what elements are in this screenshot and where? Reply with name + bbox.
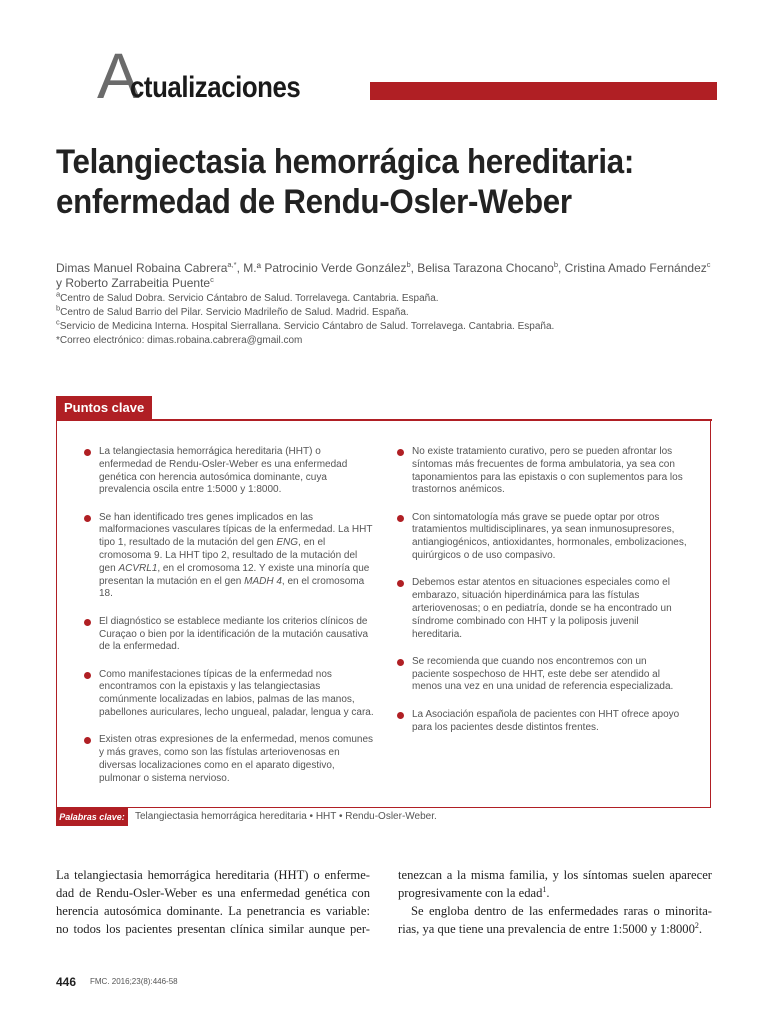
author-sup: b: [553, 260, 559, 269]
key-point-text: Con sintomatología más grave se puede optar por otros tratamientos multidisciplinares, ya sean inmunosupresores, antiangiogénicos, antioxidantes, hormonales, embolizaciones, quirúrgicos o de uso compasivo.: [412, 511, 687, 562]
author-sup: a,*: [227, 260, 237, 269]
bullet-icon: [397, 712, 404, 719]
key-point-text: Existen otras expresiones de la enfermedad, menos comunes y más graves, como son las fístulas arteriovenosas en diversas localizaciones como en el aparato digestivo, pulmonar o sistema nervioso.: [99, 734, 374, 784]
journal-reference: FMC. 2016;23(8):446-58: [90, 977, 178, 986]
article-title: [56, 142, 716, 222]
affiliation: [56, 303, 716, 320]
affiliation-text: Centro de Salud Dobra. Servicio Cántabro de Salud. Torrelavega. Cantabria. España.: [60, 293, 439, 304]
bullet-icon: [84, 672, 91, 679]
bullet-icon: [84, 619, 91, 626]
body-column-right: [398, 866, 712, 938]
gene-name: ACVRL1: [118, 562, 158, 574]
key-point-text: Como manifestaciones típicas de la enfermedad nos encontramos con la epistaxis y las telangiectasias comúnmente localizadas en labios, palmas de las manos, pabellones auriculares, lecho ungueal, paladar, lengua y cara.: [99, 668, 374, 719]
section-label: ctualizaciones: [130, 71, 301, 104]
bullet-icon: [397, 515, 404, 522]
gene-name: MADH 4: [244, 575, 282, 587]
key-point: [397, 709, 687, 735]
key-point: [84, 616, 374, 654]
keywords-label: Palabras clave:: [56, 808, 128, 826]
author-sup: c: [706, 260, 711, 269]
key-point-text: Se han identificado tres genes implicados en las malformaciones vasculares típicas de la enfermedad. La HHT tipo 1, resultado de la mutación del gen: [99, 511, 373, 549]
key-points-right-column: [397, 446, 687, 749]
key-point: [84, 512, 374, 602]
key-point-text: , en el cromosoma 18.: [99, 575, 365, 600]
author: , M.ª Patrocinio Verde González: [236, 261, 407, 275]
bullet-icon: [84, 737, 91, 744]
body-line: Se engloba dentro de las enfermedades raras o minorita-: [411, 904, 712, 918]
key-point-text: , en el cromosoma 9. La HHT tipo 2, resultado de la mutación del gen: [99, 537, 358, 574]
key-point-text: La Asociación española de pacientes con HHT ofrece apoyo para los pacientes desde distintos frentes.: [412, 708, 680, 733]
section-initial: A: [97, 40, 138, 112]
keywords-text: Telangiectasia hemorrágica hereditaria • HHT • Rendu-Osler-Weber.: [135, 811, 437, 822]
body-line: dad de Rendu-Osler-Weber es una enfermedad genética con: [56, 886, 370, 900]
key-point-text: , en el cromosoma 12. Y existe una minoría que presentan la mutación en el gen: [99, 562, 370, 587]
key-point-text: Debemos estar atentos en situaciones especiales como el embarazo, situación hiperdinámica para las fístulas arteriovenosas; o en pediatría, donde se ha encontrado un síndrome combinado con HHT y la poliposis juvenil hereditaria.: [412, 577, 672, 640]
gene-name: ENG: [276, 537, 299, 549]
key-point-text: Se recomienda que cuando nos encontremos con un paciente sospechoso de HHT, este debe ser atendido al menos una vez en una unidad de referencia especializada.: [412, 655, 674, 693]
body-line: [398, 920, 712, 938]
bullet-icon: [397, 580, 404, 587]
key-points-heading: Puntos clave: [56, 396, 152, 420]
title-line-2: enfermedad de Rendu-Osler-Weber: [56, 183, 572, 221]
body-text: .: [546, 886, 550, 900]
body-line: herencia autosómica dominante. La penetrancia es variable:: [56, 904, 370, 918]
citation-ref[interactable]: 2: [694, 920, 699, 930]
section-bar: [370, 82, 717, 100]
body-column-left: [56, 866, 370, 938]
citation-ref[interactable]: 1: [542, 884, 547, 894]
title-line-1: Telangiectasia hemorrágica hereditaria:: [56, 143, 635, 181]
email-text: *Correo electrónico: dimas.robaina.cabrera@gmail.com: [56, 335, 303, 346]
bullet-icon: [397, 659, 404, 666]
author-list: [56, 261, 716, 291]
affiliation: [56, 289, 716, 306]
affiliation-sup: a: [56, 289, 61, 299]
bullet-icon: [84, 515, 91, 522]
body-line: [398, 884, 712, 902]
key-point-text: El diagnóstico se establece mediante los criterios clínicos de Curaçao o bien por la identificación de la mutación causativa de la enfermedad.: [99, 615, 369, 653]
author-sup: b: [406, 260, 411, 269]
key-point: [84, 669, 374, 720]
author: y Roberto Zarrabeitia Puente: [56, 276, 211, 290]
affiliations: [56, 289, 716, 348]
author: Dimas Manuel Robaina Cabrera: [56, 261, 228, 275]
key-point-text: No existe tratamiento curativo, pero se pueden afrontar los síntomas más frecuentes de forma ambulatoria, ya sea con taponamientos para las epistaxis o con suplementos para los trastornos anémicos.: [412, 446, 683, 496]
key-point: [84, 734, 374, 785]
key-point: [397, 656, 687, 694]
key-point: [84, 446, 374, 497]
author-sup: c: [210, 275, 214, 284]
body-line: tenezcan a la misma familia, y los síntomas suelen aparecer: [398, 868, 712, 882]
affiliation-text: Centro de Salud Barrio del Pilar. Servicio Madrileño de Salud. Madrid. España.: [60, 307, 409, 318]
bullet-icon: [397, 449, 404, 456]
key-point-text: La telangiectasia hemorrágica hereditaria (HHT) o enfermedad de Rendu-Osler-Weber es una enfermedad genética con herencia autosómica dominante, cuya prevalencia oscila entre 1:5000 y 1:8000.: [99, 446, 348, 496]
body-line: La telangiectasia hemorrágica hereditaria (HHT) o enferme-: [56, 868, 370, 882]
author: , Belisa Tarazona Chocano: [410, 261, 554, 275]
body-text: .: [698, 922, 703, 936]
key-point: [397, 446, 687, 497]
affiliation-text: Servicio de Medicina Interna. Hospital Sierrallana. Servicio Cántabro de Salud. Torrelavega. Cantabria. España.: [59, 321, 555, 332]
key-point: [397, 577, 687, 641]
body-text: progresivamente con la edad: [398, 886, 543, 900]
key-points-left-column: [84, 446, 374, 800]
body-line: no todos los pacientes presentan clínica similar aunque per-: [56, 922, 370, 936]
affiliation: [56, 317, 716, 334]
page-number: 446: [56, 975, 77, 989]
author: , Cristina Amado Fernández: [558, 261, 707, 275]
section-header: [97, 40, 717, 112]
body-text: rias, ya que tiene una prevalencia de entre 1:5000 y 1:8000: [398, 922, 695, 936]
affiliation-email: [56, 334, 716, 348]
key-point: [397, 512, 687, 563]
bullet-icon: [84, 449, 91, 456]
affiliation-sup: b: [56, 303, 61, 313]
affiliation-sup: c: [56, 317, 60, 327]
